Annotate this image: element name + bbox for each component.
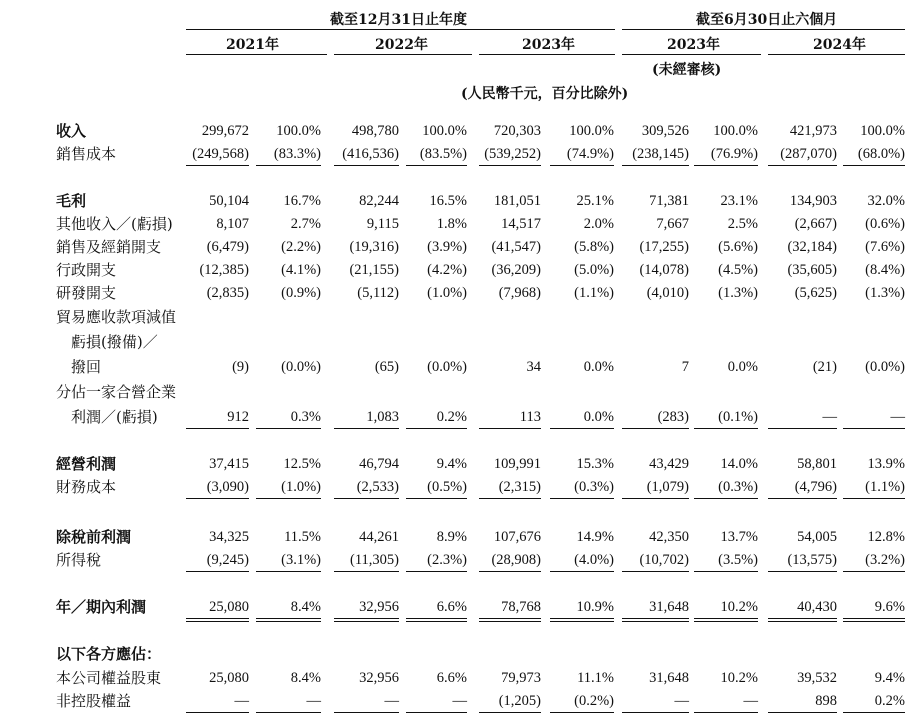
amount-cell: (65) — [374, 359, 399, 375]
amount-cell: 8,107 — [216, 216, 249, 232]
percent-cell: (0.0%) — [427, 359, 467, 375]
percent-cell: 23.1% — [720, 193, 758, 209]
percent-cell: 2.0% — [583, 216, 614, 232]
amount-cell: 82,244 — [359, 193, 399, 209]
underline-rule — [479, 621, 541, 622]
row-label: 毛利 — [56, 192, 87, 210]
percent-cell: (1.1%) — [865, 479, 905, 495]
amount-cell: 109,991 — [493, 456, 541, 472]
percent-cell: 15.3% — [576, 456, 614, 472]
amount-cell: (5,625) — [794, 285, 837, 301]
percent-cell: 100.0% — [860, 123, 905, 139]
underline-rule — [622, 428, 689, 429]
underline-rule — [843, 498, 905, 499]
header-year-2024-interim: 2024年 — [813, 37, 866, 53]
underline-rule — [334, 571, 399, 572]
amount-cell: (2,835) — [206, 285, 249, 301]
percent-cell: 9.6% — [874, 599, 905, 615]
percent-cell: (76.9%) — [710, 146, 758, 162]
underline-rule — [256, 571, 321, 572]
amount-cell: 14,517 — [501, 216, 541, 232]
percent-cell: — — [890, 409, 905, 425]
percent-cell: (0.3%) — [718, 479, 758, 495]
percent-cell: (74.9%) — [566, 146, 614, 162]
amount-cell: (238,145) — [632, 146, 689, 162]
underline-rule — [186, 712, 249, 713]
percent-cell: — — [743, 693, 758, 709]
amount-cell: 58,801 — [797, 456, 837, 472]
amount-cell: (11,305) — [350, 552, 399, 568]
percent-cell: 12.8% — [867, 529, 905, 545]
underline-rule — [550, 618, 614, 619]
amount-cell: — — [384, 693, 399, 709]
header-col-rule-2023-interim — [622, 54, 761, 55]
percent-cell: 8.9% — [436, 529, 467, 545]
underline-rule — [694, 165, 758, 166]
underline-rule — [843, 165, 905, 166]
row-label: 所得稅 — [56, 551, 102, 569]
amount-cell: — — [822, 409, 837, 425]
header-group-year-end: 截至12月31日止年度 — [330, 12, 467, 28]
percent-cell: (68.0%) — [857, 146, 905, 162]
row-label: 財務成本 — [56, 478, 117, 496]
amount-cell: (14,078) — [639, 262, 689, 278]
underline-rule — [550, 712, 614, 713]
amount-cell: (9,245) — [206, 552, 249, 568]
percent-cell: 9.4% — [436, 456, 467, 472]
underline-rule — [843, 621, 905, 622]
underline-rule — [479, 165, 541, 166]
percent-cell: 8.4% — [290, 599, 321, 615]
underline-rule — [694, 428, 758, 429]
percent-cell: 12.5% — [283, 456, 321, 472]
amount-cell: 912 — [227, 409, 249, 425]
underline-rule — [694, 712, 758, 713]
percent-cell: 10.2% — [720, 599, 758, 615]
row-label: 銷售成本 — [56, 145, 117, 163]
percent-cell: 11.1% — [577, 670, 614, 686]
amount-cell: (13,575) — [787, 552, 837, 568]
amount-cell: (7,968) — [498, 285, 541, 301]
percent-cell: 25.1% — [576, 193, 614, 209]
percent-cell: (0.3%) — [574, 479, 614, 495]
amount-cell: 31,648 — [649, 599, 689, 615]
percent-cell: 8.4% — [290, 670, 321, 686]
percent-cell: (3.5%) — [718, 552, 758, 568]
underline-rule — [622, 571, 689, 572]
percent-cell: (4.0%) — [574, 552, 614, 568]
percent-cell: 0.0% — [583, 359, 614, 375]
underline-rule — [694, 498, 758, 499]
underline-rule — [550, 165, 614, 166]
underline-rule — [186, 498, 249, 499]
underline-rule — [479, 618, 541, 619]
amount-cell: 107,676 — [493, 529, 541, 545]
percent-cell: (4.1%) — [281, 262, 321, 278]
percent-cell: (0.6%) — [865, 216, 905, 232]
amount-cell: (5,112) — [357, 285, 399, 301]
percent-cell: 11.5% — [284, 529, 321, 545]
percent-cell: (1.0%) — [281, 479, 321, 495]
amount-cell: (1,205) — [498, 693, 541, 709]
amount-cell: 71,381 — [649, 193, 689, 209]
percent-cell: 9.4% — [874, 670, 905, 686]
percent-cell: (3.1%) — [281, 552, 321, 568]
percent-cell: (0.0%) — [281, 359, 321, 375]
underline-rule — [622, 712, 689, 713]
percent-cell: (83.5%) — [419, 146, 467, 162]
header-col-rule-2024-interim — [768, 54, 905, 55]
amount-cell: — — [234, 693, 249, 709]
amount-cell: (35,605) — [787, 262, 837, 278]
underline-rule — [694, 621, 758, 622]
underline-rule — [406, 712, 467, 713]
header-col-rule-2023 — [479, 54, 615, 55]
row-label: 收入 — [56, 122, 87, 140]
underline-rule — [479, 428, 541, 429]
percent-cell: 16.7% — [283, 193, 321, 209]
underline-rule — [479, 571, 541, 572]
amount-cell: (12,385) — [199, 262, 249, 278]
underline-rule — [406, 428, 467, 429]
percent-cell: — — [452, 693, 467, 709]
amount-cell: 44,261 — [359, 529, 399, 545]
amount-cell: (28,908) — [491, 552, 541, 568]
underline-rule — [550, 571, 614, 572]
underline-rule — [768, 621, 837, 622]
header-year-2023-interim: 2023年 — [667, 37, 720, 53]
underline-rule — [768, 498, 837, 499]
underline-rule — [768, 165, 837, 166]
underline-rule — [334, 165, 399, 166]
percent-cell: 6.6% — [436, 599, 467, 615]
amount-cell: 309,526 — [641, 123, 689, 139]
underline-rule — [479, 712, 541, 713]
row-label: 非控股權益 — [56, 692, 132, 710]
underline-rule — [256, 618, 321, 619]
amount-cell: 42,350 — [649, 529, 689, 545]
percent-cell: 0.0% — [583, 409, 614, 425]
amount-cell: 54,005 — [797, 529, 837, 545]
percent-cell: 14.0% — [720, 456, 758, 472]
percent-cell: (0.9%) — [281, 285, 321, 301]
percent-cell: 13.7% — [720, 529, 758, 545]
amount-cell: 299,672 — [201, 123, 249, 139]
percent-cell: 10.2% — [720, 670, 758, 686]
amount-cell: 43,429 — [649, 456, 689, 472]
percent-cell: (5.6%) — [718, 239, 758, 255]
amount-cell: 134,903 — [789, 193, 837, 209]
underline-rule — [186, 618, 249, 619]
amount-cell: (41,547) — [491, 239, 541, 255]
underline-rule — [256, 428, 321, 429]
amount-cell: 421,973 — [789, 123, 837, 139]
underline-rule — [694, 618, 758, 619]
underline-rule — [186, 165, 249, 166]
amount-cell: (283) — [657, 409, 689, 425]
underline-rule — [334, 621, 399, 622]
underline-rule — [550, 428, 614, 429]
underline-rule — [406, 621, 467, 622]
amount-cell: 898 — [815, 693, 837, 709]
percent-cell: 100.0% — [569, 123, 614, 139]
amount-cell: (4,796) — [794, 479, 837, 495]
underline-rule — [694, 571, 758, 572]
amount-cell: (3,090) — [206, 479, 249, 495]
header-units: (人民幣千元，百分比除外) — [461, 86, 629, 102]
amount-cell: — — [674, 693, 689, 709]
header-group-six-months-rule — [622, 29, 905, 30]
percent-cell: 14.9% — [576, 529, 614, 545]
row-label: 除稅前利潤 — [56, 528, 132, 546]
underline-rule — [186, 621, 249, 622]
amount-cell: (249,568) — [192, 146, 249, 162]
amount-cell: (2,315) — [498, 479, 541, 495]
percent-cell: (4.2%) — [427, 262, 467, 278]
header-group-year-end-rule — [186, 29, 615, 30]
percent-cell: (0.0%) — [865, 359, 905, 375]
underline-rule — [406, 571, 467, 572]
percent-cell: 10.9% — [576, 599, 614, 615]
row-label: 利潤／(虧損) — [56, 408, 158, 426]
amount-cell: 9,115 — [366, 216, 399, 232]
amount-cell: 31,648 — [649, 670, 689, 686]
amount-cell: 720,303 — [493, 123, 541, 139]
underline-rule — [843, 712, 905, 713]
percent-cell: 100.0% — [422, 123, 467, 139]
percent-cell: (0.1%) — [718, 409, 758, 425]
header-year-2021: 2021年 — [226, 37, 279, 53]
percent-cell: 1.8% — [436, 216, 467, 232]
header-year-2022: 2022年 — [375, 37, 428, 53]
underline-rule — [334, 428, 399, 429]
percent-cell: (7.6%) — [865, 239, 905, 255]
underline-rule — [768, 428, 837, 429]
header-year-2023: 2023年 — [522, 37, 575, 53]
percent-cell: 32.0% — [867, 193, 905, 209]
row-label: 年／期內利潤 — [56, 598, 147, 616]
amount-cell: (9) — [232, 359, 249, 375]
amount-cell: 32,956 — [359, 670, 399, 686]
percent-cell: — — [306, 693, 321, 709]
underline-rule — [768, 618, 837, 619]
amount-cell: 79,973 — [501, 670, 541, 686]
percent-cell: 6.6% — [436, 670, 467, 686]
header-unaudited: (未經審核) — [652, 62, 722, 78]
underline-rule — [256, 498, 321, 499]
percent-cell: (5.8%) — [574, 239, 614, 255]
percent-cell: (4.5%) — [718, 262, 758, 278]
underline-rule — [256, 712, 321, 713]
underline-rule — [256, 165, 321, 166]
amount-cell: 7,667 — [656, 216, 689, 232]
amount-cell: (17,255) — [639, 239, 689, 255]
underline-rule — [843, 618, 905, 619]
amount-cell: 7 — [681, 359, 689, 375]
percent-cell: (1.3%) — [865, 285, 905, 301]
amount-cell: (4,010) — [646, 285, 689, 301]
underline-rule — [622, 618, 689, 619]
amount-cell: 50,104 — [209, 193, 249, 209]
row-label: 銷售及經銷開支 — [56, 238, 162, 256]
amount-cell: (21) — [812, 359, 837, 375]
amount-cell: (6,479) — [206, 239, 249, 255]
amount-cell: (539,252) — [484, 146, 541, 162]
percent-cell: 16.5% — [429, 193, 467, 209]
percent-cell: (0.5%) — [427, 479, 467, 495]
underline-rule — [334, 618, 399, 619]
percent-cell: (3.9%) — [427, 239, 467, 255]
percent-cell: (5.0%) — [574, 262, 614, 278]
underline-rule — [186, 428, 249, 429]
percent-cell: (1.3%) — [718, 285, 758, 301]
underline-rule — [406, 165, 467, 166]
percent-cell: (3.2%) — [865, 552, 905, 568]
amount-cell: 37,415 — [209, 456, 249, 472]
underline-rule — [479, 498, 541, 499]
row-label: 經營利潤 — [56, 455, 117, 473]
row-label: 本公司權益股東 — [56, 669, 162, 687]
row-label: 虧損(撥備)／ — [56, 333, 158, 351]
percent-cell: 0.2% — [436, 409, 467, 425]
amount-cell: 1,083 — [366, 409, 399, 425]
percent-cell: (0.2%) — [574, 693, 614, 709]
amount-cell: (1,079) — [646, 479, 689, 495]
row-label: 分佔一家合營企業 — [56, 383, 177, 401]
percent-cell: (2.2%) — [281, 239, 321, 255]
percent-cell: 2.5% — [727, 216, 758, 232]
amount-cell: 32,956 — [359, 599, 399, 615]
percent-cell: (1.1%) — [574, 285, 614, 301]
amount-cell: 46,794 — [359, 456, 399, 472]
underline-rule — [406, 618, 467, 619]
row-label: 行政開支 — [56, 261, 117, 279]
amount-cell: (21,155) — [349, 262, 399, 278]
amount-cell: (2,667) — [794, 216, 837, 232]
percent-cell: 0.3% — [290, 409, 321, 425]
percent-cell: 0.0% — [727, 359, 758, 375]
underline-rule — [768, 712, 837, 713]
amount-cell: (19,316) — [349, 239, 399, 255]
amount-cell: (416,536) — [342, 146, 399, 162]
header-col-rule-2021 — [186, 54, 327, 55]
underline-rule — [622, 621, 689, 622]
underline-rule — [186, 571, 249, 572]
row-label: 研發開支 — [56, 284, 117, 302]
underline-rule — [843, 428, 905, 429]
underline-rule — [334, 498, 399, 499]
amount-cell: (2,533) — [356, 479, 399, 495]
amount-cell: 78,768 — [501, 599, 541, 615]
percent-cell: (83.3%) — [273, 146, 321, 162]
percent-cell: (8.4%) — [865, 262, 905, 278]
amount-cell: (10,702) — [639, 552, 689, 568]
percent-cell: (1.0%) — [427, 285, 467, 301]
amount-cell: 39,532 — [797, 670, 837, 686]
row-label: 以下各方應佔： — [56, 645, 162, 663]
header-col-rule-2022 — [334, 54, 472, 55]
amount-cell: 498,780 — [351, 123, 399, 139]
underline-rule — [256, 621, 321, 622]
amount-cell: 25,080 — [209, 670, 249, 686]
percent-cell: 0.2% — [874, 693, 905, 709]
amount-cell: 34,325 — [209, 529, 249, 545]
underline-rule — [334, 712, 399, 713]
amount-cell: 113 — [519, 409, 541, 425]
row-label: 貿易應收款項減值 — [56, 308, 177, 326]
underline-rule — [768, 571, 837, 572]
percent-cell: 13.9% — [867, 456, 905, 472]
underline-rule — [550, 498, 614, 499]
percent-cell: 2.7% — [290, 216, 321, 232]
percent-cell: 100.0% — [713, 123, 758, 139]
amount-cell: (36,209) — [491, 262, 541, 278]
amount-cell: 40,430 — [797, 599, 837, 615]
amount-cell: (287,070) — [780, 146, 837, 162]
underline-rule — [406, 498, 467, 499]
row-label: 撥回 — [56, 358, 102, 376]
underline-rule — [622, 498, 689, 499]
amount-cell: 25,080 — [209, 599, 249, 615]
underline-rule — [550, 621, 614, 622]
percent-cell: (2.3%) — [427, 552, 467, 568]
header-group-six-months: 截至6月30日止六個月 — [696, 12, 838, 28]
percent-cell: 100.0% — [276, 123, 321, 139]
underline-rule — [843, 571, 905, 572]
row-label: 其他收入／(虧損) — [56, 215, 173, 233]
amount-cell: (32,184) — [787, 239, 837, 255]
amount-cell: 34 — [526, 359, 541, 375]
amount-cell: 181,051 — [493, 193, 541, 209]
underline-rule — [622, 165, 689, 166]
